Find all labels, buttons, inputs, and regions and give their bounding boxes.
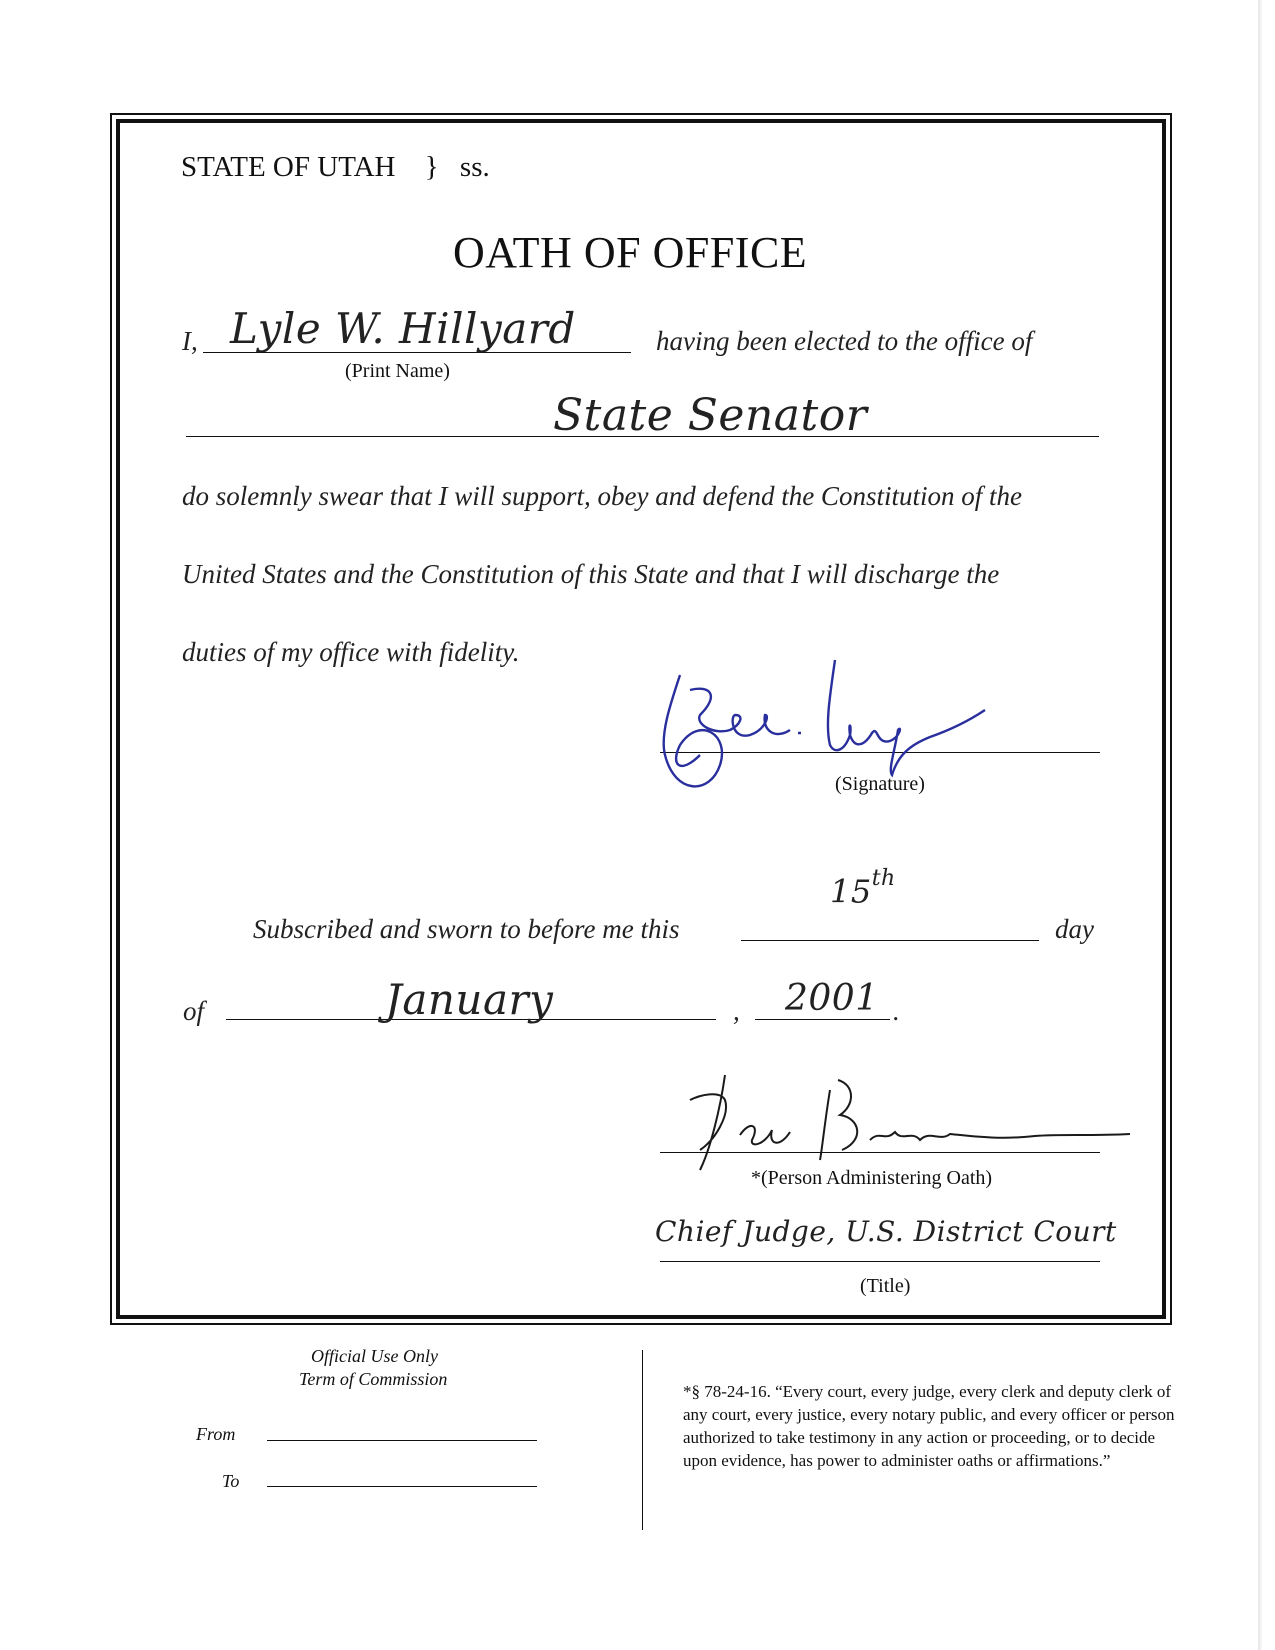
day-number: 15 [830, 872, 872, 911]
oath-body-line-1: do solemnly swear that I will support, obey and defend the Constitution of the [182, 481, 1022, 511]
print-name-label: (Print Name) [345, 360, 450, 382]
month-comma: , [733, 996, 740, 1026]
administering-label: *(Person Administering Oath) [751, 1167, 993, 1189]
page-edge [1258, 0, 1262, 1650]
footer-divider [642, 1350, 643, 1530]
oath-prefix: I, [182, 326, 198, 356]
sworn-text: Subscribed and sworn to before me this [253, 914, 680, 944]
ss-abbrev: ss. [459, 151, 490, 183]
document-title: OATH OF OFFICE [453, 228, 808, 277]
from-line [267, 1440, 537, 1441]
day-handwritten [830, 866, 896, 911]
elected-text: having been elected to the office of [656, 326, 1033, 356]
year-line [755, 1019, 890, 1020]
year-period: . [893, 996, 900, 1026]
oath-body-line-2: United States and the Constitution of this State and that I will discharge the [182, 559, 1000, 589]
from-label: From [196, 1424, 236, 1444]
title-line [660, 1261, 1100, 1262]
state-name: STATE OF UTAH [181, 151, 396, 183]
term-of-commission-label: Term of Commission [299, 1369, 448, 1389]
administering-line [660, 1152, 1100, 1153]
title-handwritten: Chief Judge, U.S. District Court [655, 1215, 1117, 1248]
official-use-label: Official Use Only [311, 1346, 438, 1366]
day-word: day [1055, 914, 1094, 944]
brace: } [424, 151, 439, 183]
office-line [186, 436, 1099, 437]
printed-name-handwritten: Lyle W. Hillyard [230, 304, 576, 353]
month-handwritten: January [385, 975, 554, 1024]
of-word: of [183, 996, 205, 1026]
statute-footnote: *§ 78-24-16. “Every court, every judge, every clerk and deputy clerk of any court, every justice, every notary public, and every officer or person authorized to take testimony in any action or proceeding, or to decide upon evidence, has power to administer oaths or affirmations.” [683, 1382, 1175, 1470]
officer-signature [640, 655, 1020, 830]
state-heading [181, 151, 490, 184]
signature-label: (Signature) [835, 773, 925, 795]
day-suffix: th [871, 866, 896, 891]
year-handwritten: 2001 [785, 978, 879, 1019]
title-label: (Title) [860, 1275, 911, 1297]
administering-signature [680, 1070, 1140, 1180]
oath-body-line-3: duties of my office with fidelity. [182, 637, 520, 667]
office-handwritten: State Senator [553, 390, 868, 441]
to-line [267, 1486, 537, 1487]
day-line [741, 940, 1039, 941]
to-label: To [222, 1471, 240, 1491]
